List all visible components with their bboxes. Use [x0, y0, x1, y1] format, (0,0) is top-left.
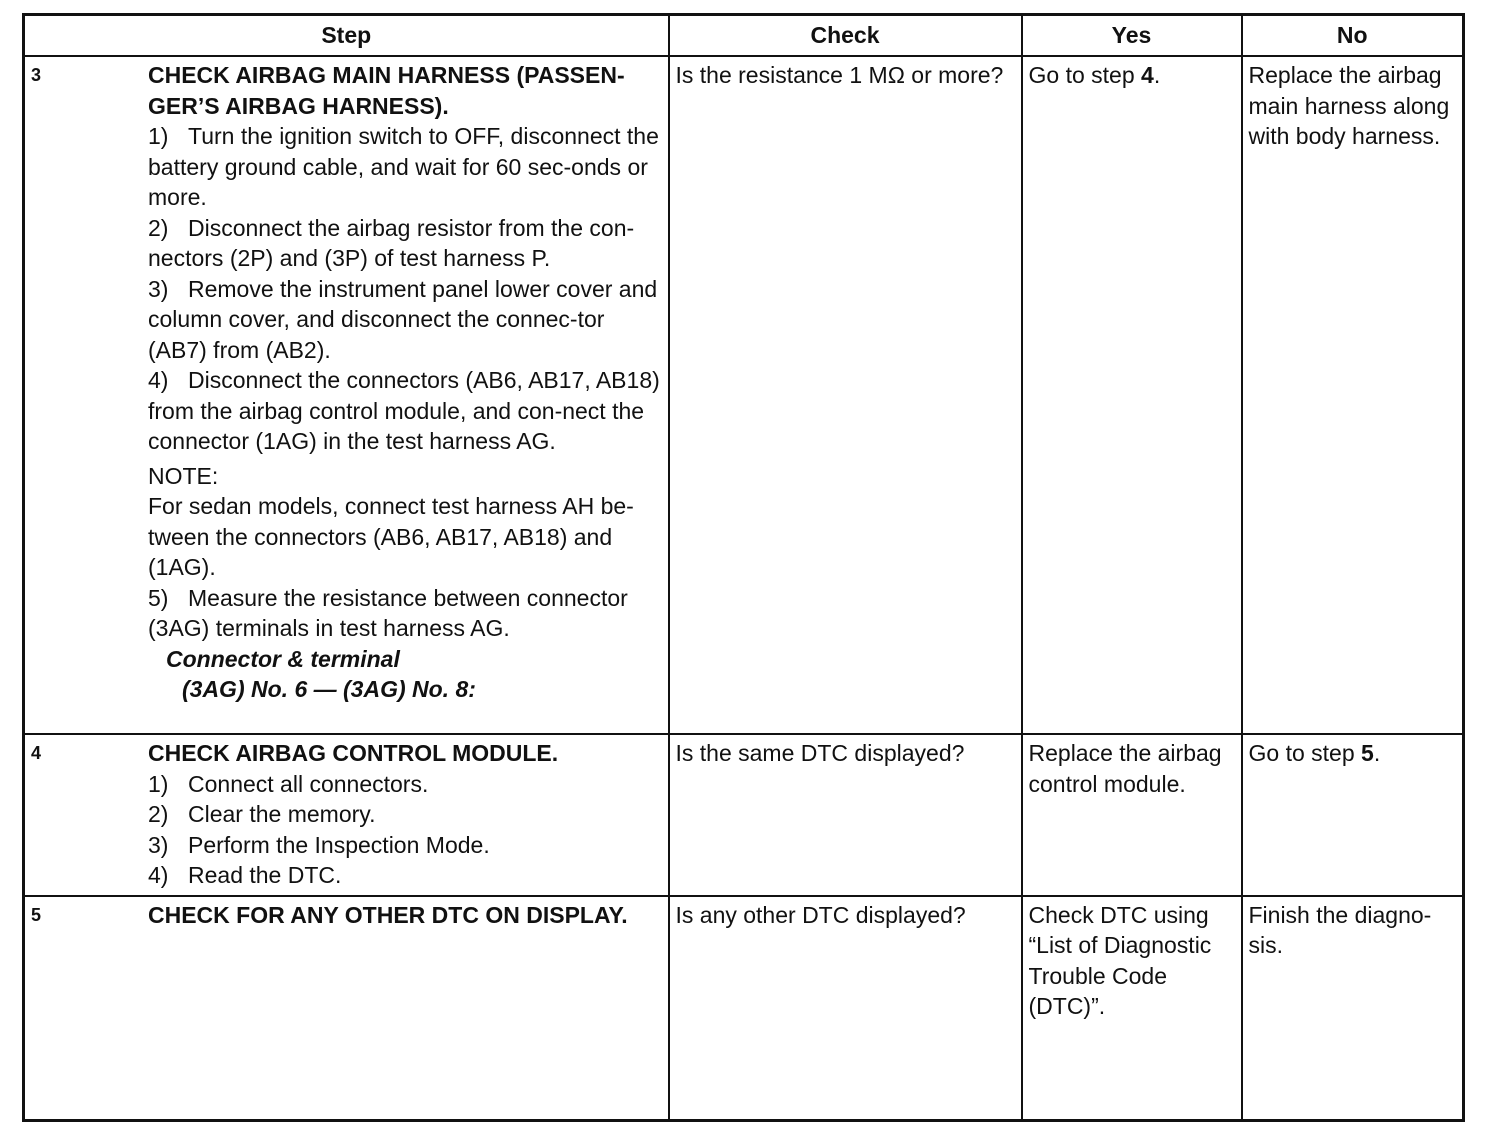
step-cell — [24, 56, 669, 734]
procedure-line: 5) Measure the resistance between connector (3AG) terminals in test harness AG. — [148, 584, 628, 641]
table-row-step-3 — [24, 56, 1464, 734]
procedure-line: 1) Turn the ignition switch to OFF, disconnect the battery ground cable, and wait for 60 sec-onds or more. — [148, 123, 659, 210]
spec-label: Connector & terminal — [166, 645, 400, 672]
no-cell: Replace the airbag main harness along with body harness. — [1242, 56, 1464, 734]
step-title: CHECK FOR ANY OTHER DTC ON DISPLAY. — [148, 901, 628, 928]
procedure-line: 4) Disconnect the connectors (AB6, AB17, AB18) from the airbag control module, and con-nect the connector (1AG) in the test harness AG. — [148, 367, 660, 454]
note-heading: NOTE: — [148, 462, 219, 489]
yes-cell: Go to step 4. — [1022, 56, 1242, 734]
header-row — [24, 15, 1464, 57]
table-row-step-5 — [24, 896, 1464, 1121]
step-number: 3 — [31, 65, 42, 85]
procedure-line: 3) Perform the Inspection Mode. — [148, 831, 490, 858]
diagnosis-table — [22, 13, 1465, 1122]
spec-value: (3AG) No. 6 — (3AG) No. 8: — [182, 676, 476, 702]
step-number: 5 — [31, 904, 42, 925]
yes-cell: Replace the airbag control module. — [1022, 734, 1242, 896]
procedure-line: 2) Clear the memory. — [148, 801, 376, 827]
procedure-line: 3) Remove the instrument panel lower cover and column cover, and disconnect the connec-tor (AB7) from (AB2). — [148, 275, 658, 363]
header-check: Check — [669, 15, 1022, 57]
step-cell — [24, 896, 669, 1121]
table-row-step-4 — [24, 734, 1464, 896]
check-cell: Is the same DTC displayed? — [669, 734, 1022, 896]
header-no: No — [1242, 15, 1464, 57]
procedure-line: 2) Disconnect the airbag resistor from the con-nectors (2P) and (3P) of test harness P. — [148, 214, 635, 271]
step-cell — [24, 734, 669, 896]
procedure-line: 1) Connect all connectors. — [148, 770, 429, 797]
check-cell: Is the resistance 1 MΩ or more? — [669, 56, 1022, 734]
note-text: For sedan models, connect test harness AH be-tween the connectors (AB6, AB17, AB18) and (1AG). — [148, 493, 634, 580]
header-yes: Yes — [1022, 15, 1242, 57]
yes-cell: Check DTC using “List of Diagnostic Trouble Code (DTC)”. — [1022, 896, 1242, 1121]
check-cell: Is any other DTC displayed? — [669, 896, 1022, 1121]
step-title: CHECK AIRBAG CONTROL MODULE. — [148, 740, 559, 766]
header-step: Step — [24, 15, 669, 57]
step-title: CHECK AIRBAG MAIN HARNESS (PASSEN-GER’S AIRBAG HARNESS). — [148, 62, 625, 119]
no-cell: Finish the diagno-sis. — [1242, 896, 1464, 1121]
procedure-line: 4) Read the DTC. — [148, 862, 342, 888]
step-number: 4 — [31, 743, 42, 763]
no-cell: Go to step 5. — [1242, 734, 1464, 896]
